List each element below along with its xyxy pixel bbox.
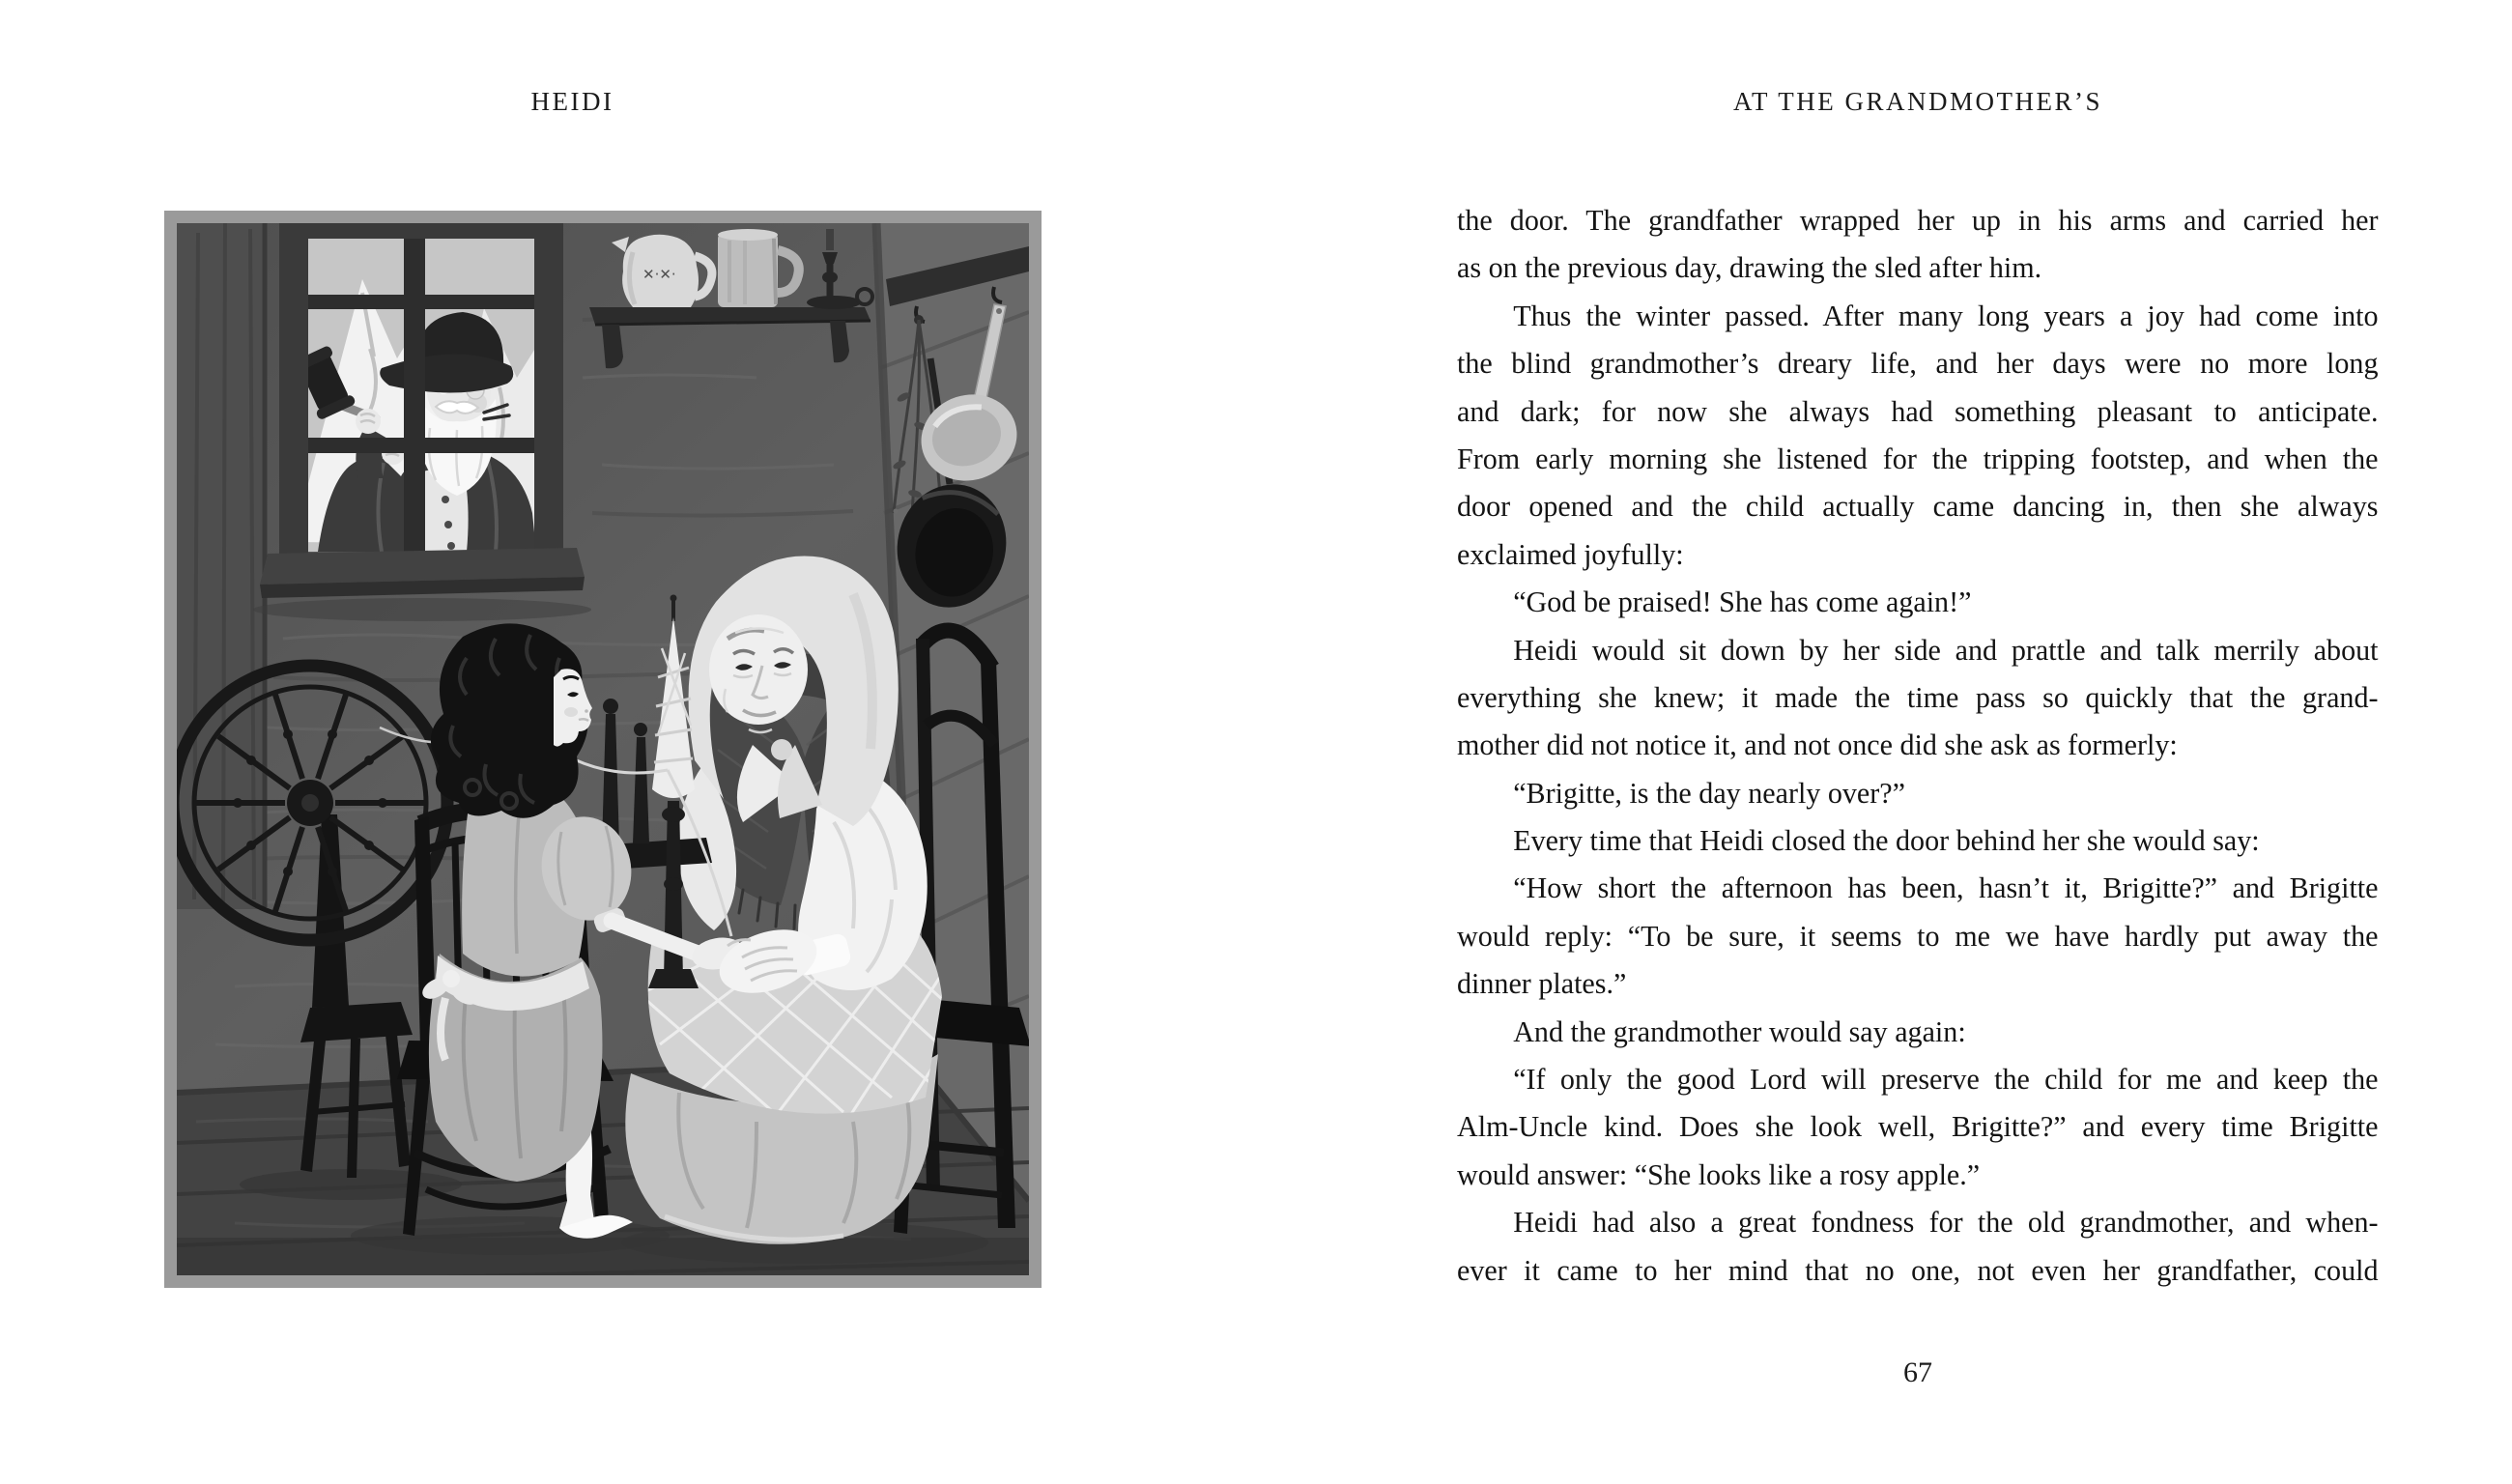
jug-decoration: ✕·✕· [642, 266, 676, 283]
text-line: the blind grandmother’s dreary life, and her days were no more long [1457, 346, 2379, 381]
text-line: Alm-Uncle kind. Does she look well, Brigitte?” and every time Brigitte [1457, 1109, 2379, 1144]
text-line: “Brigitte, is the day nearly over?” [1513, 775, 1905, 810]
text-line: Every time that Heidi closed the door behind her she would say: [1513, 823, 2260, 858]
text-line: would reply: “To be sure, it seems to me we have hardly put away the [1457, 918, 2379, 953]
text-line: as on the previous day, drawing the sled after him. [1457, 250, 2042, 285]
text-line: “How short the afternoon has been, hasn’t it, Brigitte?” and Brigitte [1513, 870, 2379, 905]
text-line: From early morning she listened for the tripping footstep, and when the [1457, 441, 2379, 475]
text-line: dinner plates.” [1457, 966, 1627, 1001]
text-line: and dark; for now she always had something pleasant to anticipate. [1457, 393, 2379, 428]
text-line: ever it came to her mind that no one, not even her grandfather, could [1457, 1252, 2379, 1287]
left-running-head: HEIDI [530, 87, 614, 116]
text-line: the door. The grandfather wrapped her up in his arms and carried her [1457, 203, 2379, 237]
text-line: everything she knew; it made the time pass so quickly that the grand- [1457, 679, 2379, 714]
text-line: “If only the good Lord will preserve the child for me and keep the [1513, 1062, 2379, 1097]
text-line: And the grandmother would say again: [1513, 1013, 1966, 1048]
text-line: Thus the winter passed. After many long years a joy had come into [1513, 298, 2379, 332]
window [253, 223, 591, 621]
text-line: door opened and the child actually came dancing in, then she always [1457, 489, 2379, 524]
right-running-head: AT THE GRANDMOTHER’S [1732, 87, 2102, 116]
text-line: Heidi had also a great fondness for the old grandmother, and when- [1513, 1205, 2379, 1240]
body-text [1457, 196, 2407, 1294]
text-line: would answer: “She looks like a rosy apple.” [1457, 1156, 1981, 1191]
text-line: exclaimed joyfully: [1457, 536, 1684, 571]
text-line: “God be praised! She has come again!” [1513, 585, 1972, 619]
text-line: Heidi would sit down by her side and prattle and talk merrily about [1513, 632, 2379, 667]
text-line: mother did not notice it, and not once did she ask as formerly: [1457, 728, 2178, 762]
cabin-illustration [177, 223, 1029, 1275]
illustration-frame [164, 211, 1042, 1288]
page-number: 67 [1903, 1356, 1932, 1388]
